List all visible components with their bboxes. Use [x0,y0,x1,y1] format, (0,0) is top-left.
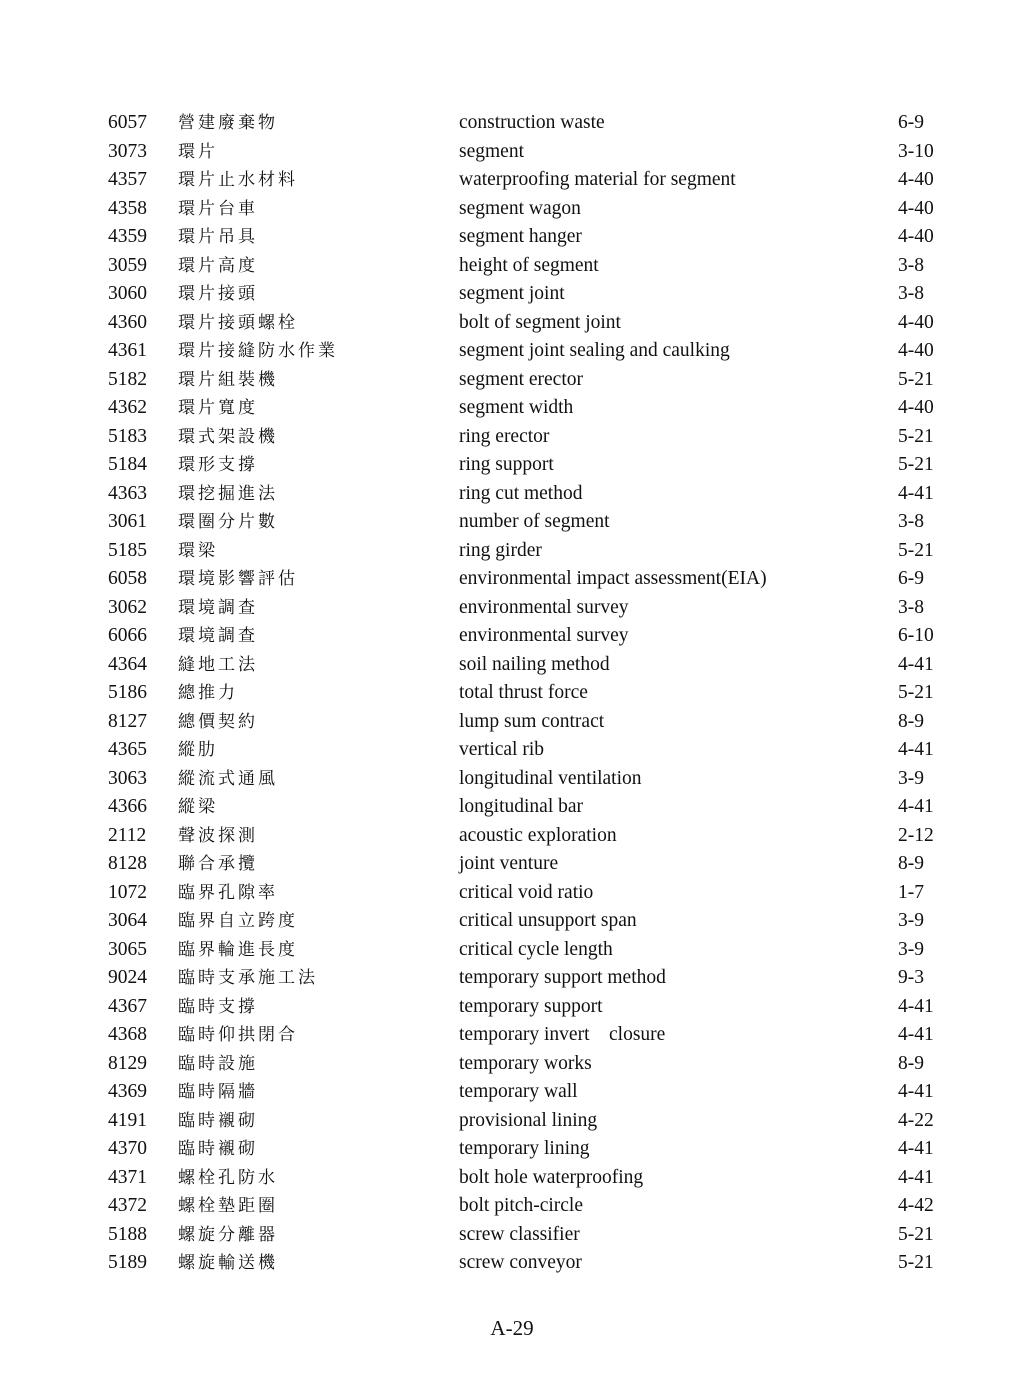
english-term: segment width [459,397,574,418]
term-number: 3060 [108,283,147,304]
section-reference: 5-21 [898,539,934,561]
section-reference: 4-41 [898,482,934,504]
term-number: 3062 [108,596,147,618]
term-number: 8129 [108,1052,147,1074]
term-number: 4364 [108,653,147,675]
section-reference: 1-7 [898,881,924,903]
term-number: 5185 [108,539,147,561]
english-term: temporary support [459,995,603,1017]
section-reference: 5-21 [898,425,934,447]
section-reference: 4-41 [898,1081,934,1102]
section-reference: 3-10 [898,140,934,162]
english-term: screw conveyor [459,1252,582,1273]
term-number: 3065 [108,938,147,960]
term-number: 4372 [108,1195,147,1216]
term-number: 4366 [108,796,147,817]
english-term: ring girder [459,539,542,561]
glossary-row [0,337,1024,366]
section-reference: 4-40 [898,397,934,418]
glossary-row [0,394,1024,423]
english-term: bolt pitch-circle [459,1195,583,1216]
chinese-term: 臨時支承施工法 [178,968,318,988]
glossary-row [0,1192,1024,1221]
section-reference: 4-41 [898,796,934,817]
section-reference: 6-9 [898,112,924,133]
section-reference: 4-42 [898,1195,934,1216]
term-number: 5184 [108,454,147,475]
term-number: 4359 [108,226,147,247]
chinese-term: 環片台車 [178,198,258,219]
english-term: bolt of segment joint [459,311,621,333]
term-number: 4361 [108,340,147,361]
chinese-term: 環境影響評估 [178,569,298,589]
section-reference: 4-40 [898,311,934,333]
chinese-term: 縱流式通風 [178,768,278,789]
chinese-term: 螺旋分離器 [178,1224,278,1245]
glossary-row [0,537,1024,566]
english-term: segment [459,140,524,162]
term-number: 3059 [108,254,147,276]
chinese-term: 環境調查 [178,626,258,646]
term-number: 5183 [108,425,147,447]
term-number: 4362 [108,397,147,418]
english-term: temporary lining [459,1138,590,1159]
glossary-row [0,907,1024,936]
glossary-row [0,109,1024,138]
glossary-row [0,822,1024,851]
glossary-row [0,565,1024,594]
chinese-term: 環圈分片數 [178,512,278,532]
section-reference: 4-41 [898,1024,934,1045]
chinese-term: 螺旋輸送機 [178,1253,278,1273]
chinese-term: 總價契約 [178,711,258,732]
glossary-row [0,765,1024,794]
chinese-term: 聲波探測 [178,825,258,846]
term-number: 5186 [108,682,147,703]
english-term: joint venture [459,853,559,874]
page-number: A-29 [490,1316,534,1340]
english-term: construction waste [459,112,605,133]
chinese-term: 縱梁 [178,797,218,817]
glossary-row [0,1078,1024,1107]
term-number: 4365 [108,739,147,760]
glossary-row [0,594,1024,623]
chinese-term: 螺栓孔防水 [178,1167,278,1188]
glossary-row [0,1221,1024,1250]
english-term: temporary works [459,1052,592,1074]
term-number: 4191 [108,1109,147,1131]
english-term: lump sum contract [459,710,605,732]
chinese-term: 臨時隔牆 [178,1082,258,1102]
chinese-term: 臨時襯砌 [178,1110,258,1131]
section-reference: 3-9 [898,910,924,931]
english-term: longitudinal ventilation [459,767,642,789]
glossary-row [0,195,1024,224]
section-reference: 4-41 [898,1166,934,1188]
section-reference: 4-41 [898,653,934,675]
glossary-row [0,793,1024,822]
chinese-term: 環形支撐 [178,455,258,475]
term-number: 4369 [108,1081,147,1102]
english-term: bolt hole waterproofing [459,1166,644,1188]
chinese-term: 環片高度 [178,255,258,276]
chinese-term: 環片寬度 [178,398,258,418]
glossary-row [0,1249,1024,1278]
chinese-term: 螺栓墊距圈 [178,1196,278,1216]
glossary-row [0,679,1024,708]
section-reference: 6-9 [898,568,924,589]
term-number: 3061 [108,511,147,532]
chinese-term: 臨界孔隙率 [178,882,278,903]
section-reference: 4-41 [898,1138,934,1159]
glossary-row [0,993,1024,1022]
glossary-row [0,366,1024,395]
glossary-row [0,1135,1024,1164]
glossary-row [0,280,1024,309]
glossary-row [0,451,1024,480]
chinese-term: 臨界輪進長度 [178,939,298,960]
section-reference: 3-9 [898,938,924,960]
english-term: soil nailing method [459,653,610,675]
chinese-term: 臨時支撐 [178,996,258,1017]
english-term: temporary wall [459,1081,578,1102]
chinese-term: 環片接頭螺栓 [178,312,298,333]
term-number: 4368 [108,1024,147,1045]
chinese-term: 環境調查 [178,597,258,618]
glossary-row [0,879,1024,908]
section-reference: 4-40 [898,226,934,247]
section-reference: 3-8 [898,511,924,532]
english-term: ring erector [459,425,550,447]
glossary-row [0,508,1024,537]
glossary-row [0,708,1024,737]
glossary-row [0,166,1024,195]
glossary-row [0,1021,1024,1050]
english-term: temporary invert closure [459,1024,666,1045]
section-reference: 8-9 [898,853,924,874]
glossary-row [0,138,1024,167]
chinese-term: 縱肋 [178,740,218,760]
section-reference: 3-9 [898,767,924,789]
section-reference: 4-40 [898,197,934,219]
chinese-term: 縫地工法 [178,654,258,675]
chinese-term: 環梁 [178,540,218,561]
term-number: 4367 [108,995,147,1017]
english-term: height of segment [459,254,599,276]
section-reference: 3-8 [898,596,924,618]
term-number: 1072 [108,881,147,903]
glossary-row [0,622,1024,651]
english-term: acoustic exploration [459,824,617,846]
section-reference: 5-21 [898,368,934,390]
section-reference: 9-3 [898,967,924,988]
term-number: 6058 [108,568,147,589]
english-term: segment joint sealing and caulking [459,340,730,361]
glossary-row [0,964,1024,993]
english-term: ring support [459,454,554,475]
term-number: 3063 [108,767,147,789]
english-term: temporary support method [459,967,666,988]
chinese-term: 總推力 [178,683,238,703]
glossary-row [0,936,1024,965]
english-term: segment hanger [459,226,582,247]
section-reference: 4-40 [898,169,934,190]
term-number: 3073 [108,140,147,162]
chinese-term: 臨時設施 [178,1053,258,1074]
term-number: 5182 [108,368,147,390]
glossary-table [0,109,1024,1278]
english-term: ring cut method [459,482,583,504]
glossary-row [0,423,1024,452]
section-reference: 5-21 [898,1252,934,1273]
section-reference: 4-41 [898,739,934,760]
english-term: longitudinal bar [459,796,584,817]
chinese-term: 環片止水材料 [178,170,298,190]
english-term: screw classifier [459,1223,580,1245]
section-reference: 4-40 [898,340,934,361]
glossary-row [0,252,1024,281]
chinese-term: 環挖掘進法 [178,483,278,504]
section-reference: 8-9 [898,710,924,732]
chinese-term: 環片接縫防水作業 [178,341,338,361]
english-term: environmental survey [459,625,629,646]
english-term: segment joint [459,283,565,304]
section-reference: 2-12 [898,824,934,846]
glossary-row [0,736,1024,765]
term-number: 4371 [108,1166,147,1188]
term-number: 8127 [108,710,147,732]
chinese-term: 臨時襯砌 [178,1139,258,1159]
term-number: 4370 [108,1138,147,1159]
chinese-term: 環片接頭 [178,284,258,304]
glossary-row [0,223,1024,252]
english-term: total thrust force [459,682,588,703]
chinese-term: 環片組裝機 [178,369,278,390]
english-term: segment wagon [459,197,581,219]
term-number: 8128 [108,853,147,874]
english-term: vertical rib [459,739,544,760]
english-term: provisional lining [459,1109,598,1131]
chinese-term: 營建廢棄物 [178,113,278,133]
glossary-row [0,1164,1024,1193]
term-number: 2112 [108,824,147,846]
english-term: waterproofing material for segment [459,169,736,190]
english-term: environmental impact assessment(EIA) [459,568,767,589]
term-number: 4360 [108,311,147,333]
english-term: critical cycle length [459,938,613,960]
glossary-row [0,480,1024,509]
term-number: 6066 [108,625,147,646]
section-reference: 4-41 [898,995,934,1017]
term-number: 3064 [108,910,147,931]
english-term: number of segment [459,511,610,532]
section-reference: 3-8 [898,254,924,276]
glossary-row [0,1050,1024,1079]
glossary-row [0,309,1024,338]
term-number: 9024 [108,967,147,988]
term-number: 6057 [108,112,147,133]
section-reference: 3-8 [898,283,924,304]
chinese-term: 臨界自立跨度 [178,911,298,931]
english-term: critical unsupport span [459,910,637,931]
glossary-row [0,1107,1024,1136]
section-reference: 5-21 [898,454,934,475]
english-term: segment erector [459,368,583,390]
term-number: 4358 [108,197,147,219]
chinese-term: 環式架設機 [178,426,278,447]
english-term: environmental survey [459,596,629,618]
section-reference: 8-9 [898,1052,924,1074]
section-reference: 4-22 [898,1109,934,1131]
chinese-term: 環片 [178,141,218,162]
section-reference: 5-21 [898,1223,934,1245]
glossary-row [0,850,1024,879]
chinese-term: 聯合承攬 [178,854,258,874]
chinese-term: 環片吊具 [178,227,258,247]
term-number: 5188 [108,1223,147,1245]
term-number: 5189 [108,1252,147,1273]
english-term: critical void ratio [459,881,594,903]
section-reference: 5-21 [898,682,934,703]
glossary-row [0,651,1024,680]
term-number: 4363 [108,482,147,504]
section-reference: 6-10 [898,625,934,646]
term-number: 4357 [108,169,147,190]
chinese-term: 臨時仰拱閉合 [178,1025,298,1045]
